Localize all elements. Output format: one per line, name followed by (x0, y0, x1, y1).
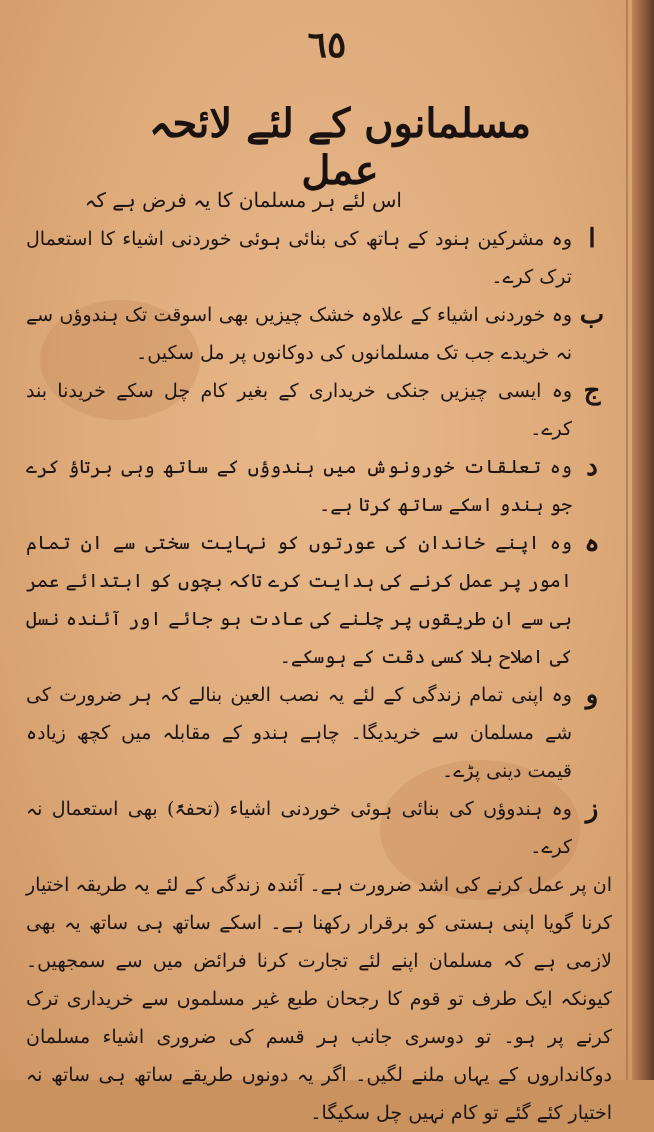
list-item (26, 220, 612, 296)
list-item (26, 372, 612, 448)
list-item-label: ز (585, 794, 599, 824)
list-item (26, 296, 612, 372)
list-item-label: ا (588, 224, 596, 254)
list-item-text: وہ مشرکین ہنود کے ہاتھ کی بنائی ہوئی خوردنی اشیاء کا استعمال ترک کرے۔ (26, 228, 572, 288)
list-item-text: وہ ایسی چیزیں جنکی خریداری کے بغیر کام چل سکے خریدنا بند کرے۔ (26, 380, 572, 440)
list-item (26, 524, 612, 676)
closing-paragraph: ان پر عمل کرنے کی اشد ضرورت ہے۔ آئندہ زندگی کے لئے یہ طریقہ اختیار کرنا گویا اپنی ہستی کو برقرار رکھنا ہے۔ اسکے ساتھ ہی ساتھ یہ بھی لازمی ہے کہ مسلمان اپنے لئے تجارت کرنا فرائض میں سے سمجھیں۔ کیونکہ ایک طرف تو قوم کا رجحان طبع غیر مسلموں سے خریداری ترک کرنے پر ہو۔ تو دوسری جانب ہر قسم کی ضروری اشیاء مسلمان دوکانداروں کے یہاں ملنے لگیں۔ اگر یہ دونوں طریقے ساتھ ہی ساتھ نہ اختیار کئے گئے تو کام نہیں چل سکیگا۔ (26, 874, 612, 1124)
list-item (26, 448, 612, 524)
page-edge-line (626, 0, 628, 1080)
book-spine (632, 0, 654, 1080)
list-item-text: وہ ہندوؤں کی بنائی ہوئی خوردنی اشیاء (تحفۃً) بھی استعمال نہ کرے۔ (26, 798, 572, 858)
list-item-text: وہ تعلقات خورونوش میں ہندوؤں کے ساتھ وہی برتاؤ کرے جو ہندو اسکے ساتھ کرتا ہے۔ (26, 456, 572, 516)
list-item (26, 790, 612, 866)
list-item-text: وہ اپنی تمام زندگی کے لئے یہ نصب العین بنالے کہ ہر ضرورت کی شے مسلمان سے خریدیگا۔ چاہے ہندو کے مقابلہ میں کچھ زیادہ قیمت دینی پڑے۔ (26, 684, 572, 782)
list-item-text: وہ خوردنی اشیاء کے علاوہ خشک چیزیں بھی اسوقت تک ہندوؤں سے نہ خریدے جب تک مسلمانوں کی دوکانوں پر مل سکیں۔ (26, 304, 572, 364)
list-item-label: ج (583, 376, 601, 406)
list-item (26, 676, 612, 790)
list-item-label: و (585, 680, 599, 710)
page-title: مسلمانوں کے لئے لائحہ عمل (149, 100, 531, 194)
page-content (26, 180, 612, 1132)
list-item-label: ہ (584, 528, 600, 558)
intro-line: اس لئے ہر مسلمان کا یہ فرض ہے کہ (84, 188, 402, 212)
list-item-label: ب (579, 300, 605, 330)
list-item-text: وہ اپنے خاندان کی عورتوں کو نہایت سختی سے ان تمام امور پر عمل کرنے کی ہدایت کرے تاکہ بچوں کو ابتدائے عمر ہی سے ان طریقوں پر چلنے کی عادت ہو جائے اور آئندہ نسل کی اصلاح بلا کسی دقت کے ہوسکے۔ (26, 532, 572, 668)
page-number: ٦٥ (307, 24, 347, 66)
list-item-label: د (586, 452, 598, 482)
